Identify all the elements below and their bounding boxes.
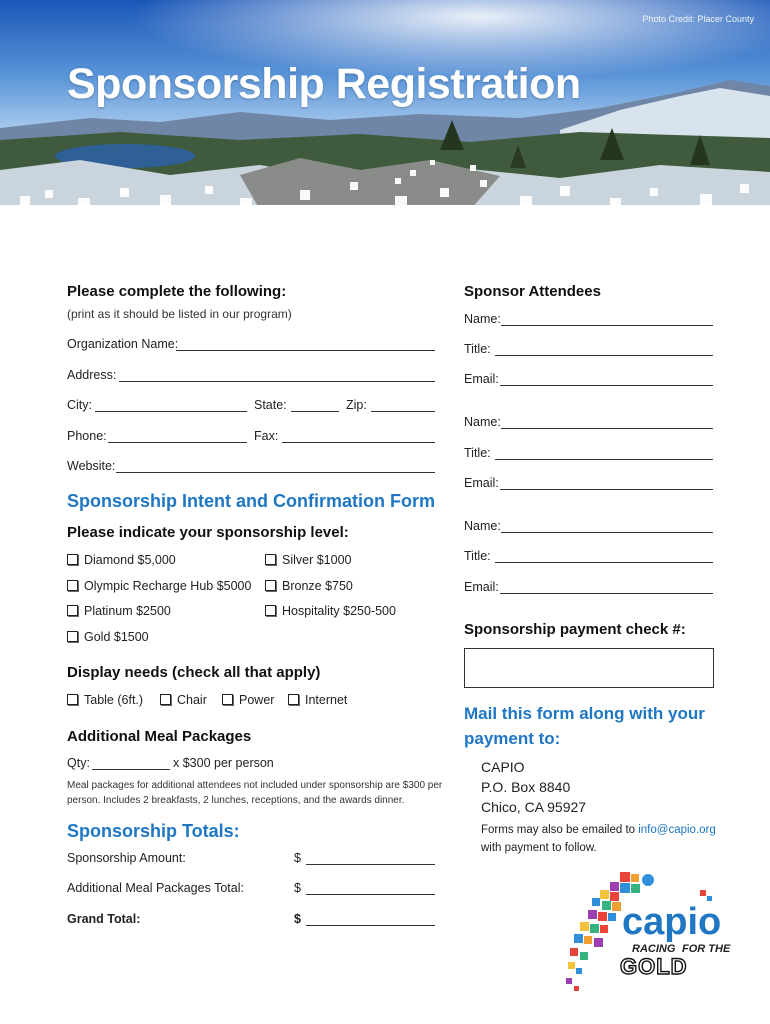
check-number-heading: Sponsorship payment check #: bbox=[464, 621, 686, 638]
attendees-heading: Sponsor Attendees bbox=[464, 283, 601, 300]
email-link[interactable]: info@capio.org bbox=[638, 824, 716, 836]
mail-address-line2: P.O. Box 8840 bbox=[481, 779, 571, 795]
attendee-2-email-label: Email: bbox=[464, 476, 499, 490]
meal-total-label: Additional Meal Packages Total: bbox=[67, 881, 244, 895]
qty-label: Qty: bbox=[67, 756, 90, 770]
checkbox-icon bbox=[67, 580, 78, 591]
attendee-2-title-label: Title: bbox=[464, 446, 491, 460]
checkbox-icon bbox=[265, 580, 276, 591]
landscape-photo bbox=[0, 0, 770, 255]
attendee-3-title-label: Title: bbox=[464, 549, 491, 563]
attendee-1-email-field[interactable] bbox=[500, 385, 713, 386]
attendee-1-email-label: Email: bbox=[464, 372, 499, 386]
fax-label: Fax: bbox=[254, 429, 279, 443]
level-platinum-checkbox[interactable]: Platinum $2500 bbox=[67, 604, 171, 618]
mail-heading-line1: Mail this form along with your bbox=[464, 704, 705, 723]
level-olympic-checkbox[interactable]: Olympic Recharge Hub $5000 bbox=[67, 579, 251, 593]
totals-heading: Sponsorship Totals: bbox=[67, 821, 240, 841]
checkbox-icon bbox=[67, 554, 78, 565]
checkbox-icon bbox=[160, 694, 171, 705]
logo-wordmark: capio bbox=[622, 901, 722, 943]
website-field[interactable] bbox=[116, 472, 435, 473]
fax-field[interactable] bbox=[282, 442, 435, 443]
state-label: State: bbox=[254, 398, 287, 412]
phone-label: Phone: bbox=[67, 429, 107, 443]
website-label: Website: bbox=[67, 459, 116, 473]
phone-field[interactable] bbox=[108, 442, 247, 443]
qty-field[interactable] bbox=[92, 769, 170, 770]
sponsorship-amount-field[interactable] bbox=[306, 864, 435, 865]
level-bronze-checkbox[interactable]: Bronze $750 bbox=[265, 579, 353, 593]
checkbox-icon bbox=[265, 554, 276, 565]
org-section-heading: Please complete the following: bbox=[67, 283, 287, 300]
organization-name-label: Organization Name: bbox=[67, 337, 179, 351]
address-label: Address: bbox=[67, 368, 117, 382]
checkbox-icon bbox=[67, 605, 78, 616]
display-power-checkbox[interactable]: Power bbox=[222, 693, 274, 707]
mail-heading-line2: payment to: bbox=[464, 729, 561, 748]
email-note: Forms may also be emailed to info@capio.org bbox=[481, 824, 716, 836]
meal-packages-heading: Additional Meal Packages bbox=[67, 728, 252, 745]
level-diamond-checkbox[interactable]: Diamond $5,000 bbox=[67, 553, 176, 567]
per-person-label: x $300 per person bbox=[173, 756, 274, 770]
email-note-suffix: with payment to follow. bbox=[481, 842, 597, 854]
attendee-1-name-field[interactable] bbox=[501, 325, 713, 326]
level-heading: Please indicate your sponsorship level: bbox=[67, 524, 349, 541]
currency-sign: $ bbox=[294, 912, 301, 926]
attendee-2-email-field[interactable] bbox=[500, 489, 713, 490]
level-hospitality-checkbox[interactable]: Hospitality $250-500 bbox=[265, 604, 396, 618]
page-title: Sponsorship Registration bbox=[67, 60, 581, 108]
display-chair-checkbox[interactable]: Chair bbox=[160, 693, 207, 707]
organization-name-field[interactable] bbox=[176, 350, 435, 351]
checkbox-icon bbox=[222, 694, 233, 705]
zip-field[interactable] bbox=[371, 411, 435, 412]
city-label: City: bbox=[67, 398, 92, 412]
org-section-subheading: (print as it should be listed in our program) bbox=[67, 307, 292, 321]
logo-racing: RACING bbox=[632, 943, 676, 955]
attendee-3-name-label: Name: bbox=[464, 519, 501, 533]
logo-gold: GOLD bbox=[620, 954, 688, 979]
attendee-2-name-field[interactable] bbox=[501, 428, 713, 429]
attendee-2-name-label: Name: bbox=[464, 415, 501, 429]
checkbox-icon bbox=[288, 694, 299, 705]
meal-total-field[interactable] bbox=[306, 894, 435, 895]
state-field[interactable] bbox=[291, 411, 339, 412]
intent-section-heading: Sponsorship Intent and Confirmation Form bbox=[67, 491, 435, 511]
attendee-3-email-label: Email: bbox=[464, 580, 499, 594]
checkbox-icon bbox=[265, 605, 276, 616]
display-table-checkbox[interactable]: Table (6ft.) bbox=[67, 693, 143, 707]
attendee-2-title-field[interactable] bbox=[495, 459, 713, 460]
attendee-1-title-field[interactable] bbox=[495, 355, 713, 356]
display-needs-heading: Display needs (check all that apply) bbox=[67, 664, 321, 681]
grand-total-label: Grand Total: bbox=[67, 912, 141, 926]
logo-for-the: FOR THE bbox=[682, 943, 731, 955]
attendee-3-title-field[interactable] bbox=[495, 562, 713, 563]
display-internet-checkbox[interactable]: Internet bbox=[288, 693, 347, 707]
hero-banner bbox=[0, 0, 770, 255]
city-field[interactable] bbox=[95, 411, 247, 412]
level-silver-checkbox[interactable]: Silver $1000 bbox=[265, 553, 352, 567]
checkbox-icon bbox=[67, 694, 78, 705]
mail-address-line1: CAPIO bbox=[481, 759, 525, 775]
attendee-1-name-label: Name: bbox=[464, 312, 501, 326]
level-gold-checkbox[interactable]: Gold $1500 bbox=[67, 630, 149, 644]
attendee-3-email-field[interactable] bbox=[500, 593, 713, 594]
currency-sign: $ bbox=[294, 881, 301, 895]
attendee-3-name-field[interactable] bbox=[501, 532, 713, 533]
address-field[interactable] bbox=[119, 381, 435, 382]
checkbox-icon bbox=[67, 631, 78, 642]
check-number-field[interactable] bbox=[464, 648, 714, 688]
attendee-1-title-label: Title: bbox=[464, 342, 491, 356]
currency-sign: $ bbox=[294, 851, 301, 865]
zip-label: Zip: bbox=[346, 398, 367, 412]
runner-mosaic-icon bbox=[560, 868, 740, 998]
grand-total-field[interactable] bbox=[306, 925, 435, 926]
capio-logo bbox=[560, 868, 740, 998]
meal-note: Meal packages for additional attendees not included under sponsorship are $300 per person. Includes 2 breakfasts, 2 lunches, receptions, and the awards dinner. bbox=[67, 780, 443, 806]
photo-credit: Photo Credit: Placer County bbox=[642, 14, 754, 24]
sponsorship-amount-label: Sponsorship Amount: bbox=[67, 851, 186, 865]
mail-address-line3: Chico, CA 95927 bbox=[481, 799, 587, 815]
